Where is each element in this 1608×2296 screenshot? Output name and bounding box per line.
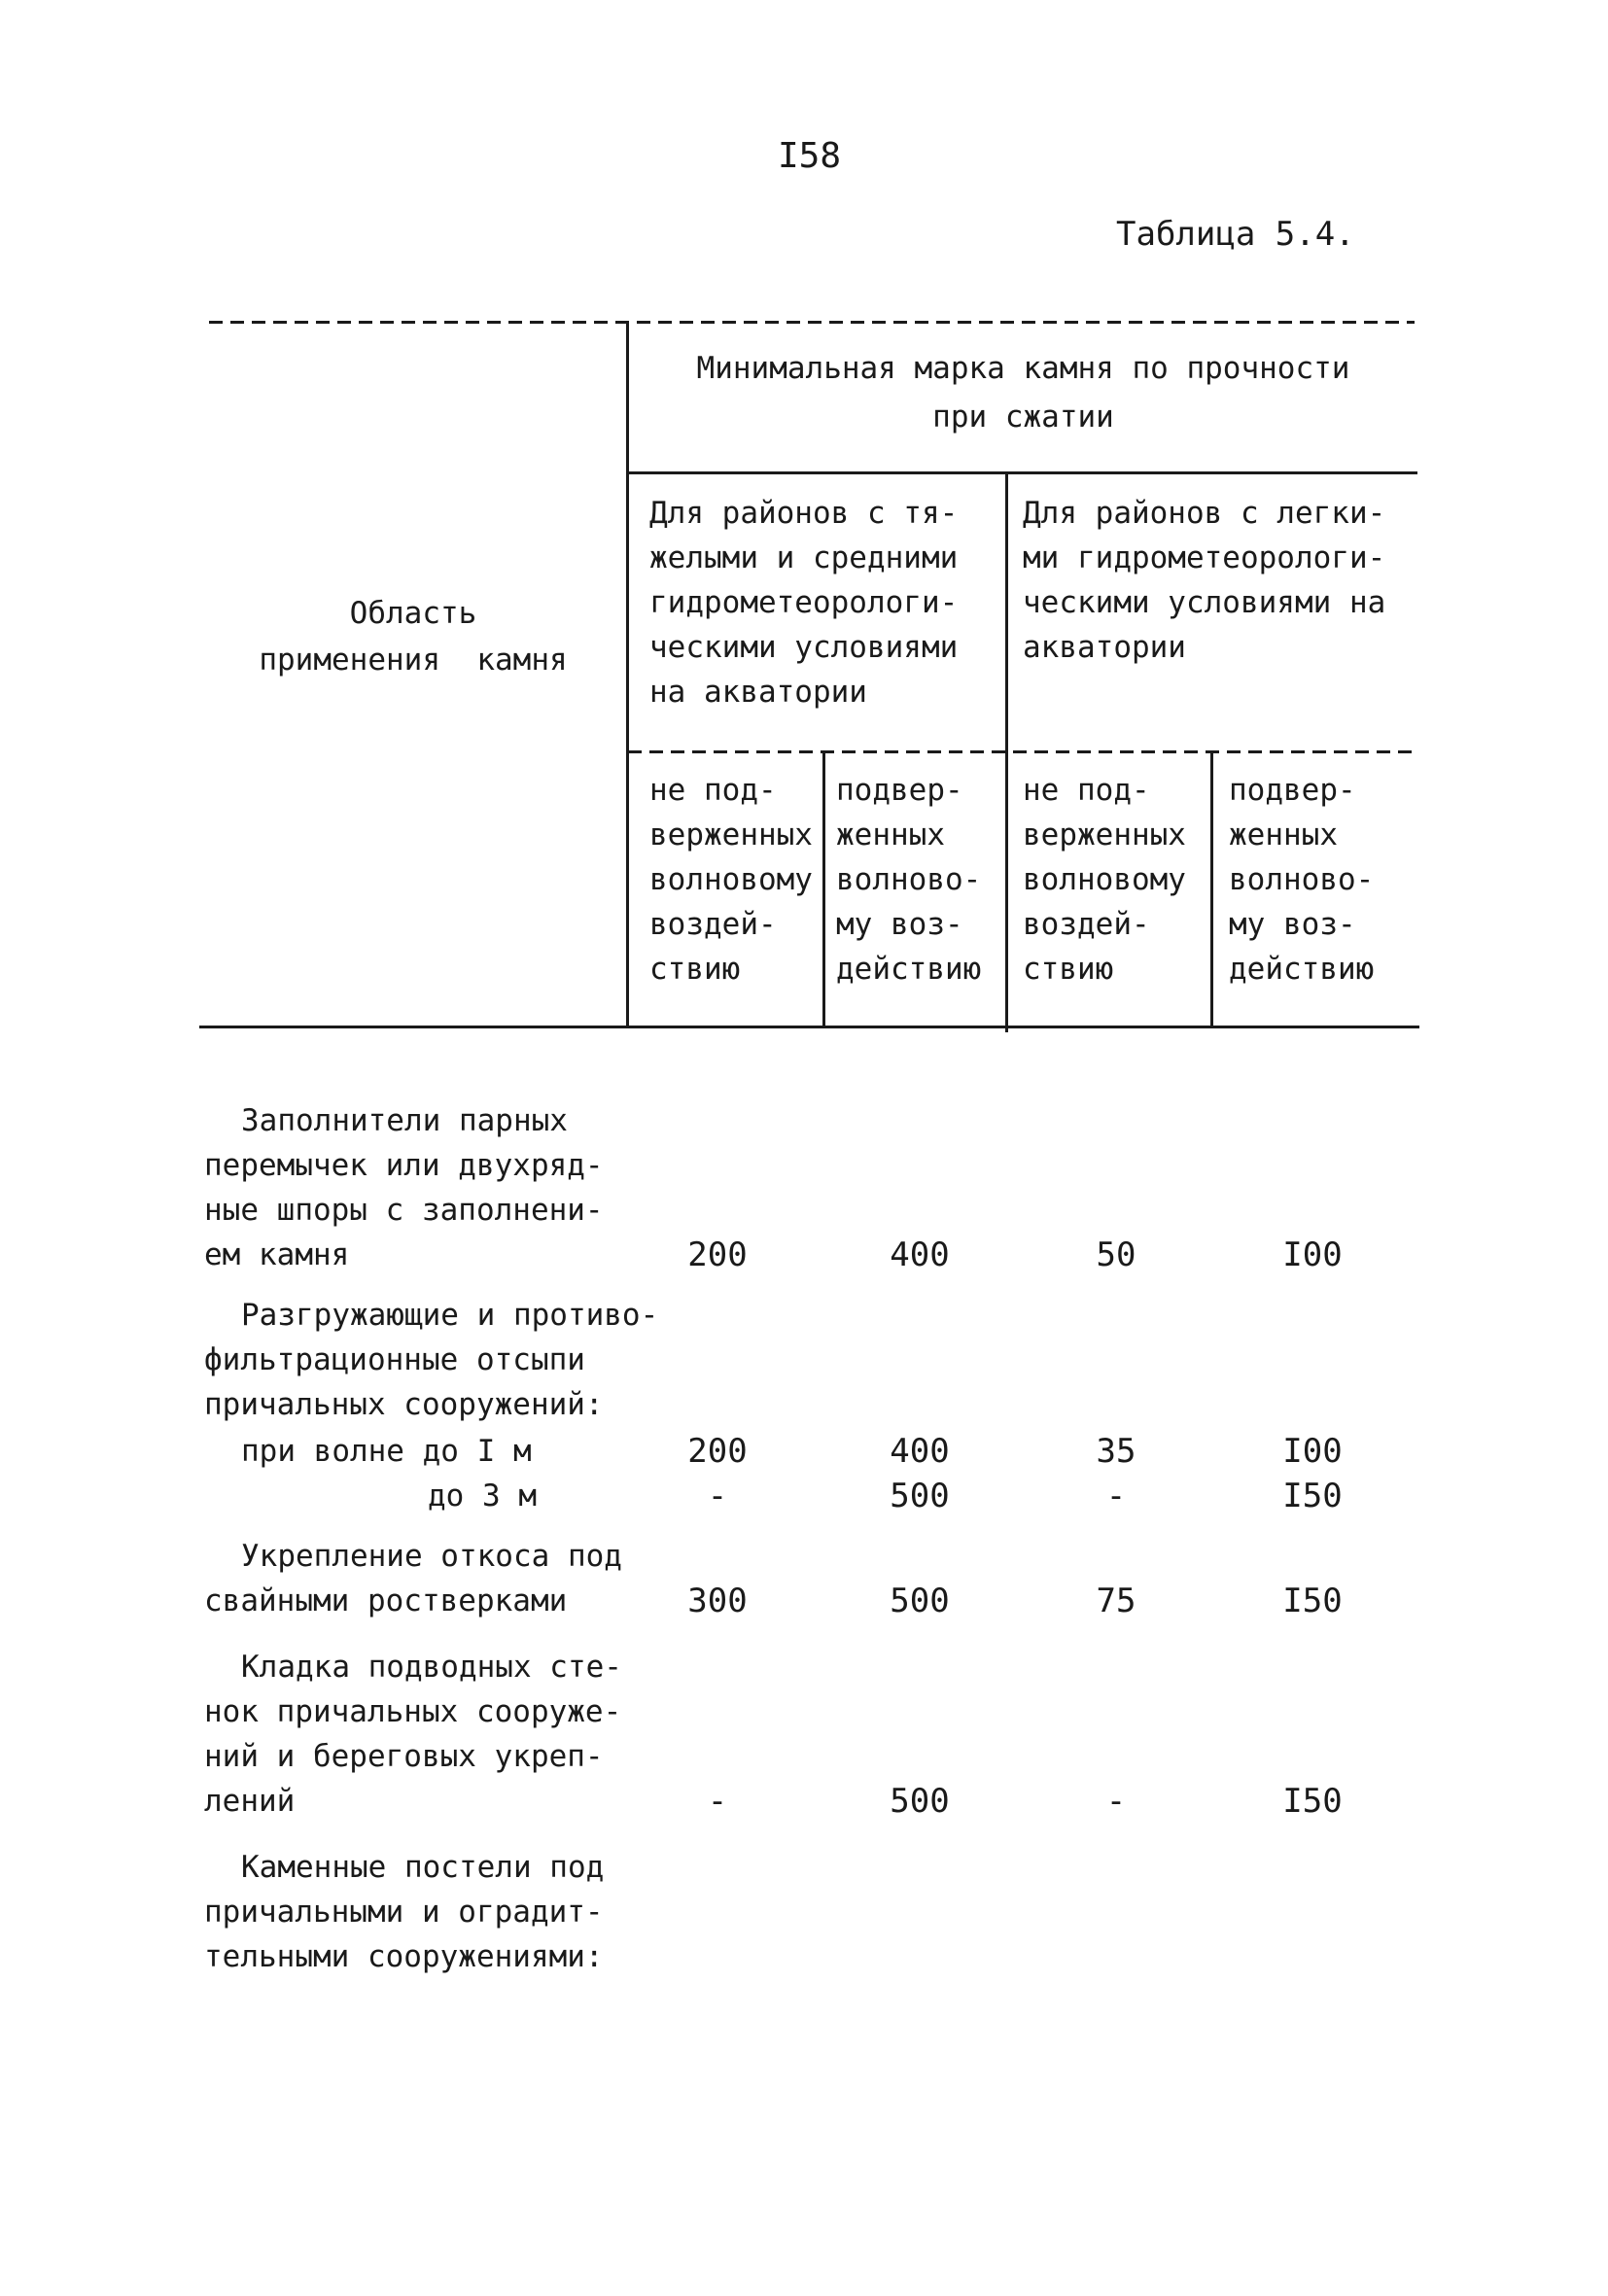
table-cell: I00 <box>1282 1432 1343 1471</box>
table-cell: I50 <box>1282 1477 1343 1515</box>
table-cell: 500 <box>890 1782 950 1821</box>
table-cell: - <box>1105 1782 1127 1821</box>
table-cell: I50 <box>1282 1582 1343 1620</box>
group-header-rule <box>628 471 1417 474</box>
table-cell: - <box>707 1477 728 1515</box>
heavy-light-divider <box>1005 473 1008 1032</box>
col1-col2-divider <box>822 753 825 1027</box>
table-cell: I00 <box>1282 1235 1343 1274</box>
table-cell: 500 <box>890 1582 950 1620</box>
table-cell: 400 <box>890 1432 950 1471</box>
page-number: I58 <box>778 136 842 176</box>
table-cell: 500 <box>890 1477 950 1515</box>
table-cell: 200 <box>687 1432 748 1471</box>
table-cell: 200 <box>687 1235 748 1274</box>
col3-col4-divider <box>1210 753 1213 1027</box>
table-cell: 300 <box>687 1582 748 1620</box>
table-cell: 50 <box>1096 1235 1136 1274</box>
table-label: Таблица 5.4. <box>1116 215 1355 254</box>
table-top-rule <box>209 321 1415 324</box>
subgroup-rule <box>628 750 1417 753</box>
header-bottom-rule <box>199 1026 1419 1028</box>
table-cell: 400 <box>890 1235 950 1274</box>
table-cell: 35 <box>1096 1432 1136 1471</box>
area-column-divider <box>626 321 629 1028</box>
table-cell: - <box>1105 1477 1127 1515</box>
table-cell: I50 <box>1282 1782 1343 1821</box>
table-cell: 75 <box>1096 1582 1136 1620</box>
table-cell: - <box>707 1782 728 1821</box>
